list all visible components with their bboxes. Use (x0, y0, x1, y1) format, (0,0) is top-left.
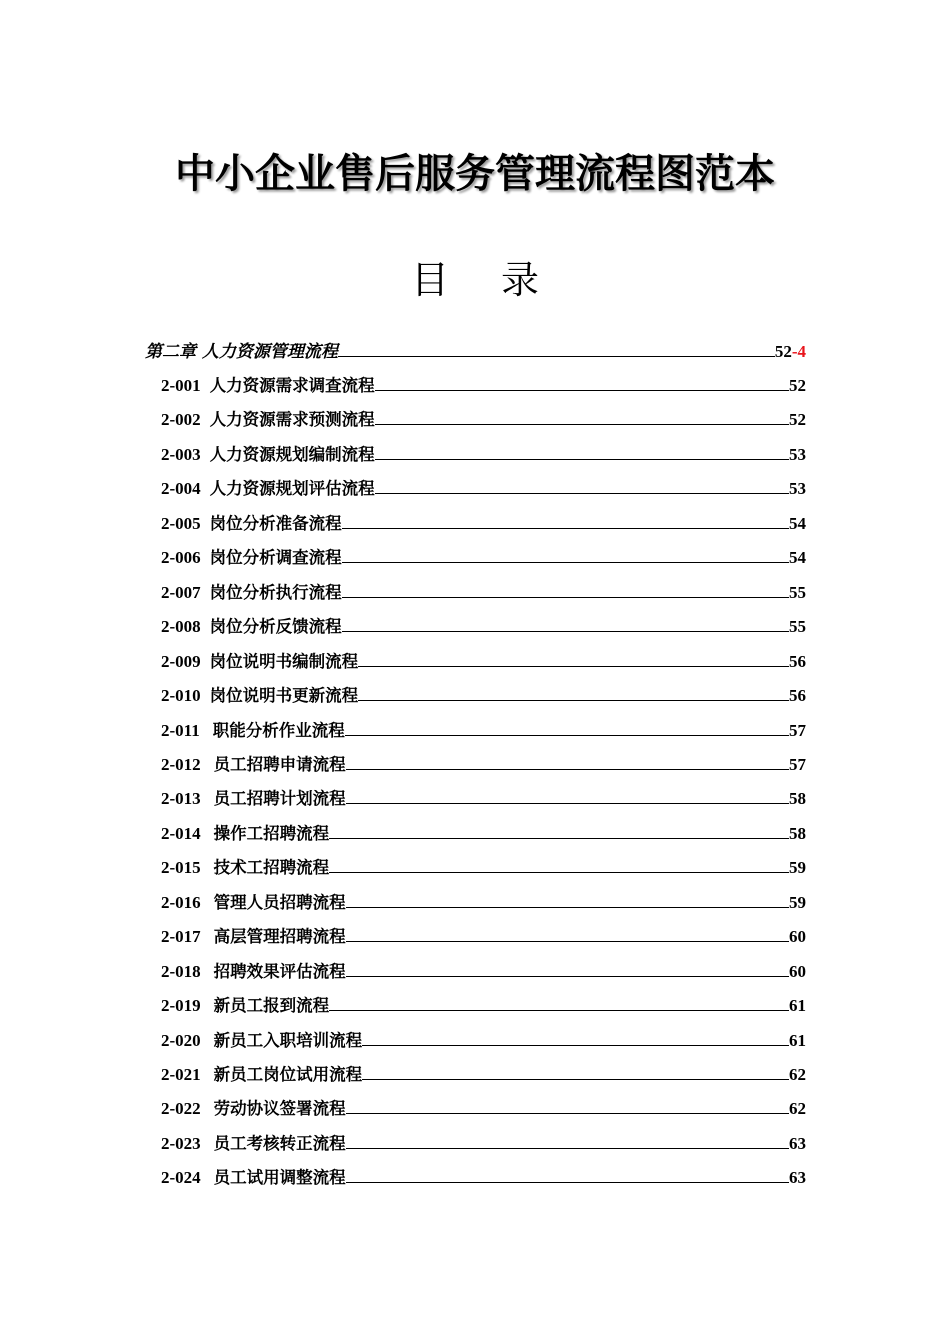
chapter-page-number: 52-4 (774, 342, 806, 361)
toc-entry-row[interactable] (161, 402, 806, 430)
dotted-leader (375, 423, 789, 425)
toc-entry-row[interactable] (161, 885, 806, 913)
toc-entry-row[interactable] (161, 540, 806, 568)
entry-page-number: 57 (789, 720, 806, 740)
entry-title: 岗位分析调查流程 (209, 548, 342, 568)
entry-code: 2-023 (161, 1133, 201, 1153)
toc-entry-row[interactable] (161, 747, 806, 775)
entry-title: 人力资源需求调查流程 (209, 376, 375, 395)
dotted-leader (358, 665, 789, 667)
entry-page-number: 56 (789, 651, 806, 671)
entry-title: 人力资源规划编制流程 (209, 444, 375, 464)
dotted-leader (346, 1147, 789, 1149)
entry-code: 2-013 (161, 789, 201, 809)
toc-heading-left: 目 (410, 258, 449, 302)
toc-heading-right: 录 (501, 258, 540, 302)
entry-title: 管理人员招聘流程 (213, 892, 346, 912)
dotted-leader (346, 1181, 789, 1183)
dotted-leader (358, 699, 789, 701)
entry-page-number: 55 (789, 617, 806, 637)
entry-title: 新员工岗位试用流程 (213, 1065, 363, 1084)
entry-title: 高层管理招聘流程 (213, 927, 346, 947)
entry-code: 2-016 (161, 892, 201, 912)
entry-page-number: 56 (789, 686, 806, 706)
dotted-leader (342, 596, 789, 598)
dotted-leader (342, 561, 789, 563)
toc-entry-row[interactable] (161, 988, 806, 1016)
toc-entry-row[interactable] (161, 1091, 806, 1119)
entry-title: 职能分析作业流程 (212, 720, 345, 740)
toc-entry-row[interactable] (161, 954, 806, 982)
entry-code: 2-012 (161, 754, 201, 774)
entry-code: 2-021 (161, 1065, 201, 1084)
dotted-leader (329, 871, 789, 873)
entry-title: 员工招聘计划流程 (213, 789, 346, 809)
dotted-leader (342, 630, 789, 632)
document-title: 中小企业售后服务管理流程图范本 (175, 151, 775, 197)
dotted-leader (329, 837, 789, 839)
entry-title: 操作工招聘流程 (213, 823, 330, 843)
dotted-leader (342, 527, 789, 529)
entry-page-number: 63 (789, 1168, 806, 1188)
entry-page-number: 52 (789, 410, 806, 430)
entry-code: 2-019 (161, 996, 201, 1016)
entry-title: 新员工报到流程 (213, 996, 330, 1016)
toc-entry-row[interactable] (161, 781, 806, 809)
entry-title: 人力资源需求预测流程 (209, 410, 375, 430)
entry-page-number: 58 (789, 789, 806, 809)
entry-code: 2-002 (161, 410, 201, 430)
entry-code: 2-008 (161, 617, 201, 637)
toc-entry-row[interactable] (161, 1126, 806, 1154)
entry-title: 员工考核转正流程 (213, 1133, 346, 1153)
entry-page-number: 58 (789, 823, 806, 843)
toc-entry-row[interactable] (161, 713, 806, 741)
entry-title: 人力资源规划评估流程 (209, 479, 375, 499)
entry-code: 2-006 (161, 548, 201, 568)
entry-code: 2-022 (161, 1099, 201, 1119)
toc-entry-row[interactable] (161, 1160, 806, 1188)
dotted-leader (338, 355, 775, 357)
entry-title: 岗位说明书更新流程 (209, 686, 359, 706)
entry-code: 2-017 (161, 927, 201, 947)
entry-title: 招聘效果评估流程 (213, 961, 346, 981)
entry-page-number: 59 (789, 892, 806, 912)
dotted-leader (346, 802, 789, 804)
toc-entry-row[interactable] (161, 368, 806, 396)
entry-page-number: 55 (789, 582, 806, 602)
toc-entry-row[interactable] (161, 816, 806, 844)
toc-entry-row[interactable] (161, 850, 806, 878)
toc-entry-row[interactable] (161, 609, 806, 637)
entry-code: 2-018 (161, 961, 201, 981)
entry-page-number: 57 (789, 754, 806, 774)
entry-page-number: 52 (789, 376, 806, 395)
entry-title: 岗位说明书编制流程 (209, 651, 359, 671)
toc-entry-row[interactable] (161, 644, 806, 672)
entry-title: 新员工入职培训流程 (213, 1030, 363, 1050)
dotted-leader (346, 1112, 789, 1114)
entry-code: 2-001 (161, 376, 201, 395)
entry-code: 2-007 (161, 582, 201, 602)
toc-entry-row[interactable] (161, 471, 806, 499)
entry-code: 2-010 (161, 686, 201, 706)
toc-entry-row[interactable] (161, 437, 806, 465)
entry-page-number: 54 (789, 513, 806, 533)
entry-title: 劳动协议签署流程 (213, 1099, 346, 1119)
toc-entry-row[interactable] (161, 575, 806, 603)
dotted-leader (346, 940, 789, 942)
entry-code: 2-014 (161, 823, 201, 843)
entry-title: 员工试用调整流程 (213, 1168, 346, 1188)
dotted-leader (375, 492, 789, 494)
toc-chapter-row[interactable] (145, 334, 806, 362)
entry-page-number: 54 (789, 548, 806, 568)
entry-page-number: 53 (789, 479, 806, 499)
toc-entry-row[interactable] (161, 1057, 806, 1085)
entry-page-number: 63 (789, 1133, 806, 1153)
entry-page-number: 62 (789, 1065, 806, 1084)
toc-entry-row[interactable] (161, 678, 806, 706)
entry-title: 岗位分析准备流程 (209, 513, 342, 533)
dotted-leader (346, 975, 789, 977)
toc-entry-row[interactable] (161, 1023, 806, 1051)
dotted-leader (375, 458, 789, 460)
toc-entry-row[interactable] (161, 919, 806, 947)
entry-page-number: 61 (789, 1030, 806, 1050)
entry-page-number: 61 (789, 996, 806, 1016)
entry-code: 2-024 (161, 1168, 201, 1188)
entry-page-number: 60 (789, 961, 806, 981)
dotted-leader (362, 1044, 789, 1046)
dotted-leader (345, 734, 789, 736)
entry-code: 2-003 (161, 444, 201, 464)
chapter-label: 第二章 人力资源管理流程 (145, 342, 338, 362)
chapter-page-accent: -4 (791, 342, 806, 361)
entry-code: 2-011 (161, 720, 200, 740)
entry-code: 2-005 (161, 513, 201, 533)
dotted-leader (362, 1078, 789, 1080)
entry-code: 2-020 (161, 1030, 201, 1050)
entry-page-number: 62 (789, 1099, 806, 1119)
toc-heading (0, 254, 950, 306)
entry-page-number: 59 (789, 858, 806, 878)
dotted-leader (329, 1009, 789, 1011)
entry-title: 岗位分析反馈流程 (209, 617, 342, 637)
entry-title: 员工招聘申请流程 (213, 754, 346, 774)
entry-code: 2-015 (161, 858, 201, 878)
entry-code: 2-009 (161, 651, 201, 671)
dotted-leader (375, 389, 789, 391)
dotted-leader (346, 906, 789, 908)
entry-title: 技术工招聘流程 (213, 858, 330, 878)
entry-title: 岗位分析执行流程 (209, 582, 342, 602)
toc-entry-row[interactable] (161, 506, 806, 534)
entry-page-number: 53 (789, 444, 806, 464)
entry-page-number: 60 (789, 927, 806, 947)
entry-code: 2-004 (161, 479, 201, 499)
dotted-leader (346, 768, 789, 770)
